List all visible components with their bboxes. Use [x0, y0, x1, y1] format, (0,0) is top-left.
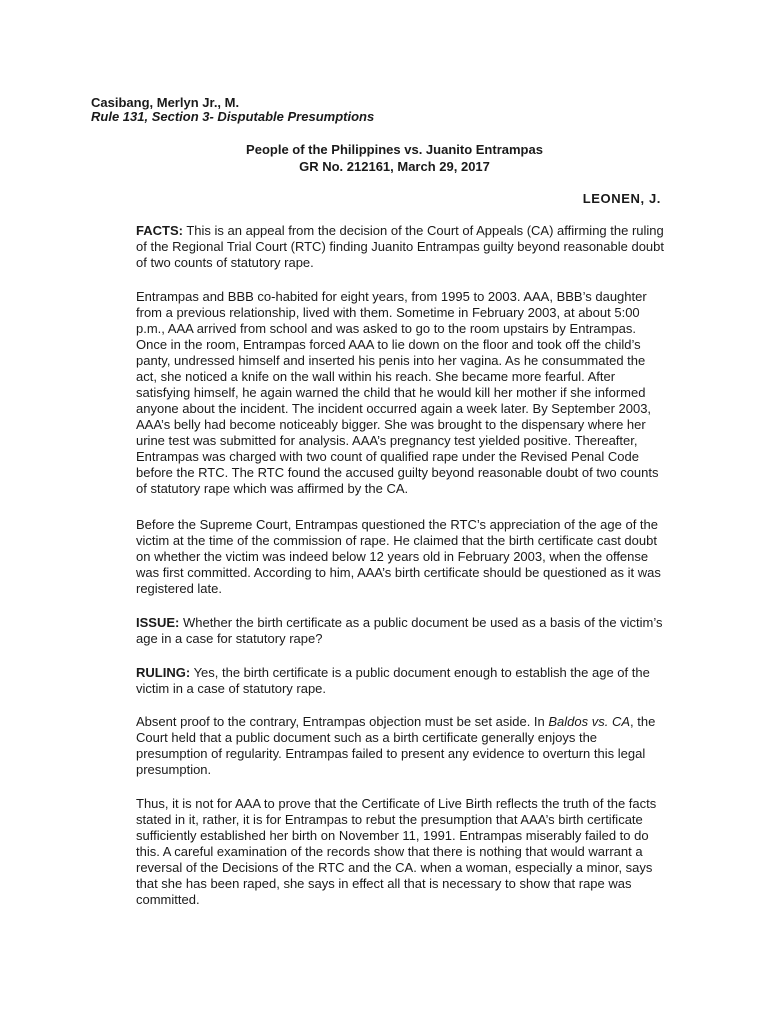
- case-number-date: GR No. 212161, March 29, 2017: [299, 159, 490, 174]
- facts-paragraph: [136, 223, 666, 271]
- issue-paragraph: [136, 615, 666, 647]
- ruling-paragraph: [136, 665, 666, 697]
- presumption-paragraph: [136, 714, 666, 778]
- issue-label: ISSUE:: [136, 615, 180, 630]
- facts-narrative-paragraph: Entrampas and BBB co-habited for eight years, from 1995 to 2003. AAA, BBB’s daughter from a previous relationship, lived with them. Sometime in February 2003, at about 5:00 p.m., AAA arrived from school and was asked to go to the room upstairs by Entrampas. Once in the room, Entrampas forced AAA to lie down on the floor and took off the child’s panty, undressed himself and inserted his penis into her vagina. As he consummated the act, she noticed a knife on the wall within his reach. She became more fearful. After satisfying himself, he again warned the child that he would kill her mother if she informed anyone about the incident. The incident occurred again a week later. By September 2003, AAA’s belly had become noticeably bigger. She was brought to the dispensary where her urine test was submitted for analysis. AAA’s pregnancy test yielded positive. Thereafter, Entrampas was charged with two count of qualified rape under the Revised Penal Code before the RTC. The RTC found the accused guilty beyond reasonable doubt of two counts of statutory rape which was affirmed by the CA.: [136, 289, 659, 496]
- cited-case: Baldos vs. CA: [548, 714, 631, 729]
- case-title: People of the Philippines vs. Juanito Entrampas: [246, 142, 543, 157]
- facts-label: FACTS:: [136, 223, 183, 238]
- subject-heading: Rule 131, Section 3- Disputable Presumptions: [91, 109, 375, 124]
- author-name: Casibang, Merlyn Jr., M.: [91, 95, 240, 110]
- appeal-paragraph: Before the Supreme Court, Entrampas questioned the RTC’s appreciation of the age of the victim at the time of the commission of rape. He claimed that the birth certificate cast doubt on whether the victim was indeed below 12 years old in February 2003, when the offense was first committed. According to him, AAA’s birth certificate should be questioned as it was registered late.: [136, 517, 661, 596]
- ruling-label: RULING:: [136, 665, 191, 680]
- presumption-rest: , the Court held that a public document such as a birth certificate generally enjoys the presumption of regularity. Entrampas failed to present any evidence to overturn this legal presumption.: [136, 714, 656, 777]
- conclusion-paragraph: Thus, it is not for AAA to prove that the Certificate of Live Birth reflects the truth of the facts stated in it, rather, it is for Entrampas to rebut the presumption that AAA’s birth certificate sufficiently established her birth on November 11, 1991. Entrampas miserably failed to do this. A careful examination of the records show that there is nothing that would warrant a reversal of the Decisions of the RTC and the CA. when a woman, especially a minor, says that she has been raped, she says in effect all that is necessary to show that rape was committed.: [136, 796, 657, 907]
- presumption-lead: Absent proof to the contrary, Entrampas objection must be set aside. In: [136, 714, 549, 729]
- ponente: LEONEN, J.: [582, 191, 661, 206]
- facts-text: This is an appeal from the decision of the Court of Appeals (CA) affirming the ruling of the Regional Trial Court (RTC) finding Juanito Entrampas guilty beyond reasonable doubt of two counts of statutory rape.: [136, 223, 665, 270]
- ruling-text: Yes, the birth certificate is a public document enough to establish the age of the victim in a case of statutory rape.: [136, 665, 650, 696]
- issue-text: Whether the birth certificate as a public document be used as a basis of the victim’s age in a case for statutory rape?: [136, 615, 663, 646]
